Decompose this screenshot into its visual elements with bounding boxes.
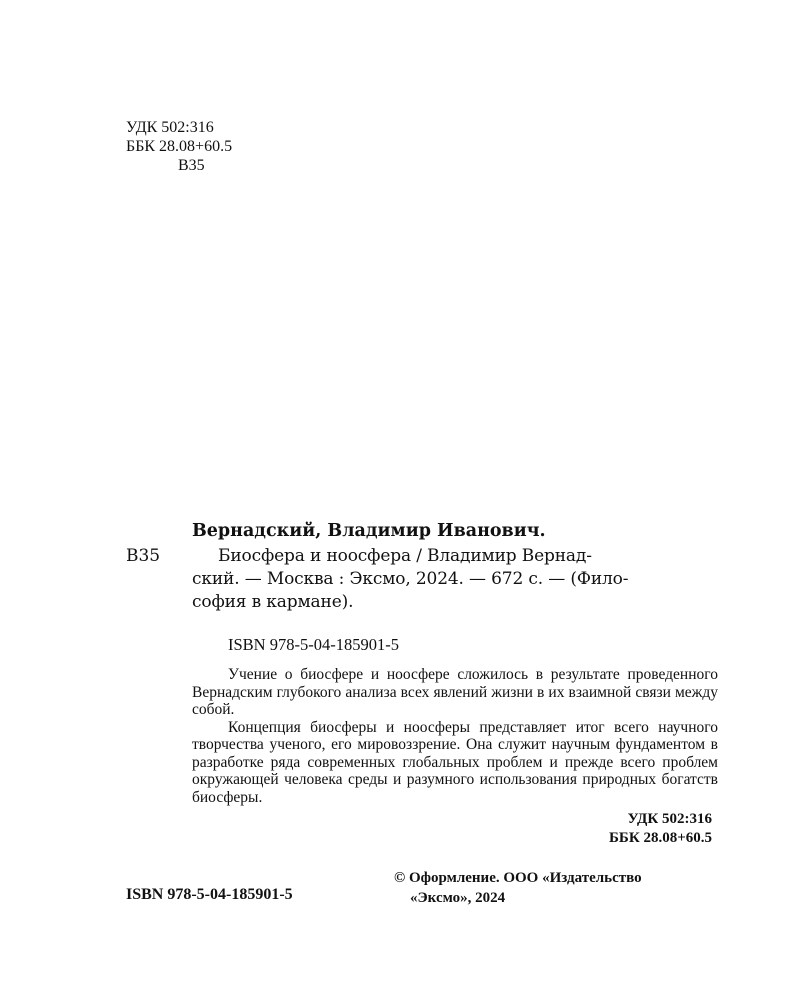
title-description xyxy=(192,545,718,614)
copyright-line: «Эксмо», 2024 xyxy=(410,890,506,906)
author-heading: Вернадский, Владимир Иванович. xyxy=(192,521,546,541)
title-line: ский. — Москва : Эксмо, 2024. — 672 с. — (Фило- xyxy=(192,569,629,589)
title-line: Биосфера и ноосфера / Владимир Вернад- xyxy=(218,546,592,566)
footer-isbn: ISBN 978-5-04-185901-5 xyxy=(126,886,293,903)
top-classification xyxy=(126,118,232,175)
entry-author-sign: В35 xyxy=(126,546,161,566)
bbk-code-bottom: ББК 28.08+60.5 xyxy=(608,830,712,846)
bbk-code: ББК 28.08+60.5 xyxy=(126,138,233,155)
copyright-notice xyxy=(394,868,724,908)
bibliographic-entry xyxy=(192,520,718,848)
annotation xyxy=(192,666,718,806)
udk-code-bottom: УДК 502:316 xyxy=(627,811,712,827)
author-sign: В35 xyxy=(178,157,205,174)
title-line: софия в кармане). xyxy=(192,592,354,612)
udk-code: УДК 502:316 xyxy=(126,119,214,136)
annotation-paragraph: Концепция биосферы и ноосферы представляет итог всего научного творчества ученого, его мировоззрение. Она служит научным фундаментом в разработке ряда современных глобальных проблем и прежде всего проблем окружающей человека среды и разумного использования природных богатств биосферы. xyxy=(192,718,718,806)
annotation-paragraph: Учение о биосфере и ноосфере сложилось в результате проведенного Вернадским глубокого анализа всех явлений жизни в их взаимной связи между собой. xyxy=(192,666,718,718)
entry-isbn: ISBN 978-5-04-185901-5 xyxy=(228,635,399,654)
bottom-classification xyxy=(192,810,718,848)
copyright-line: © Оформление. ООО «Издательство xyxy=(394,870,642,886)
